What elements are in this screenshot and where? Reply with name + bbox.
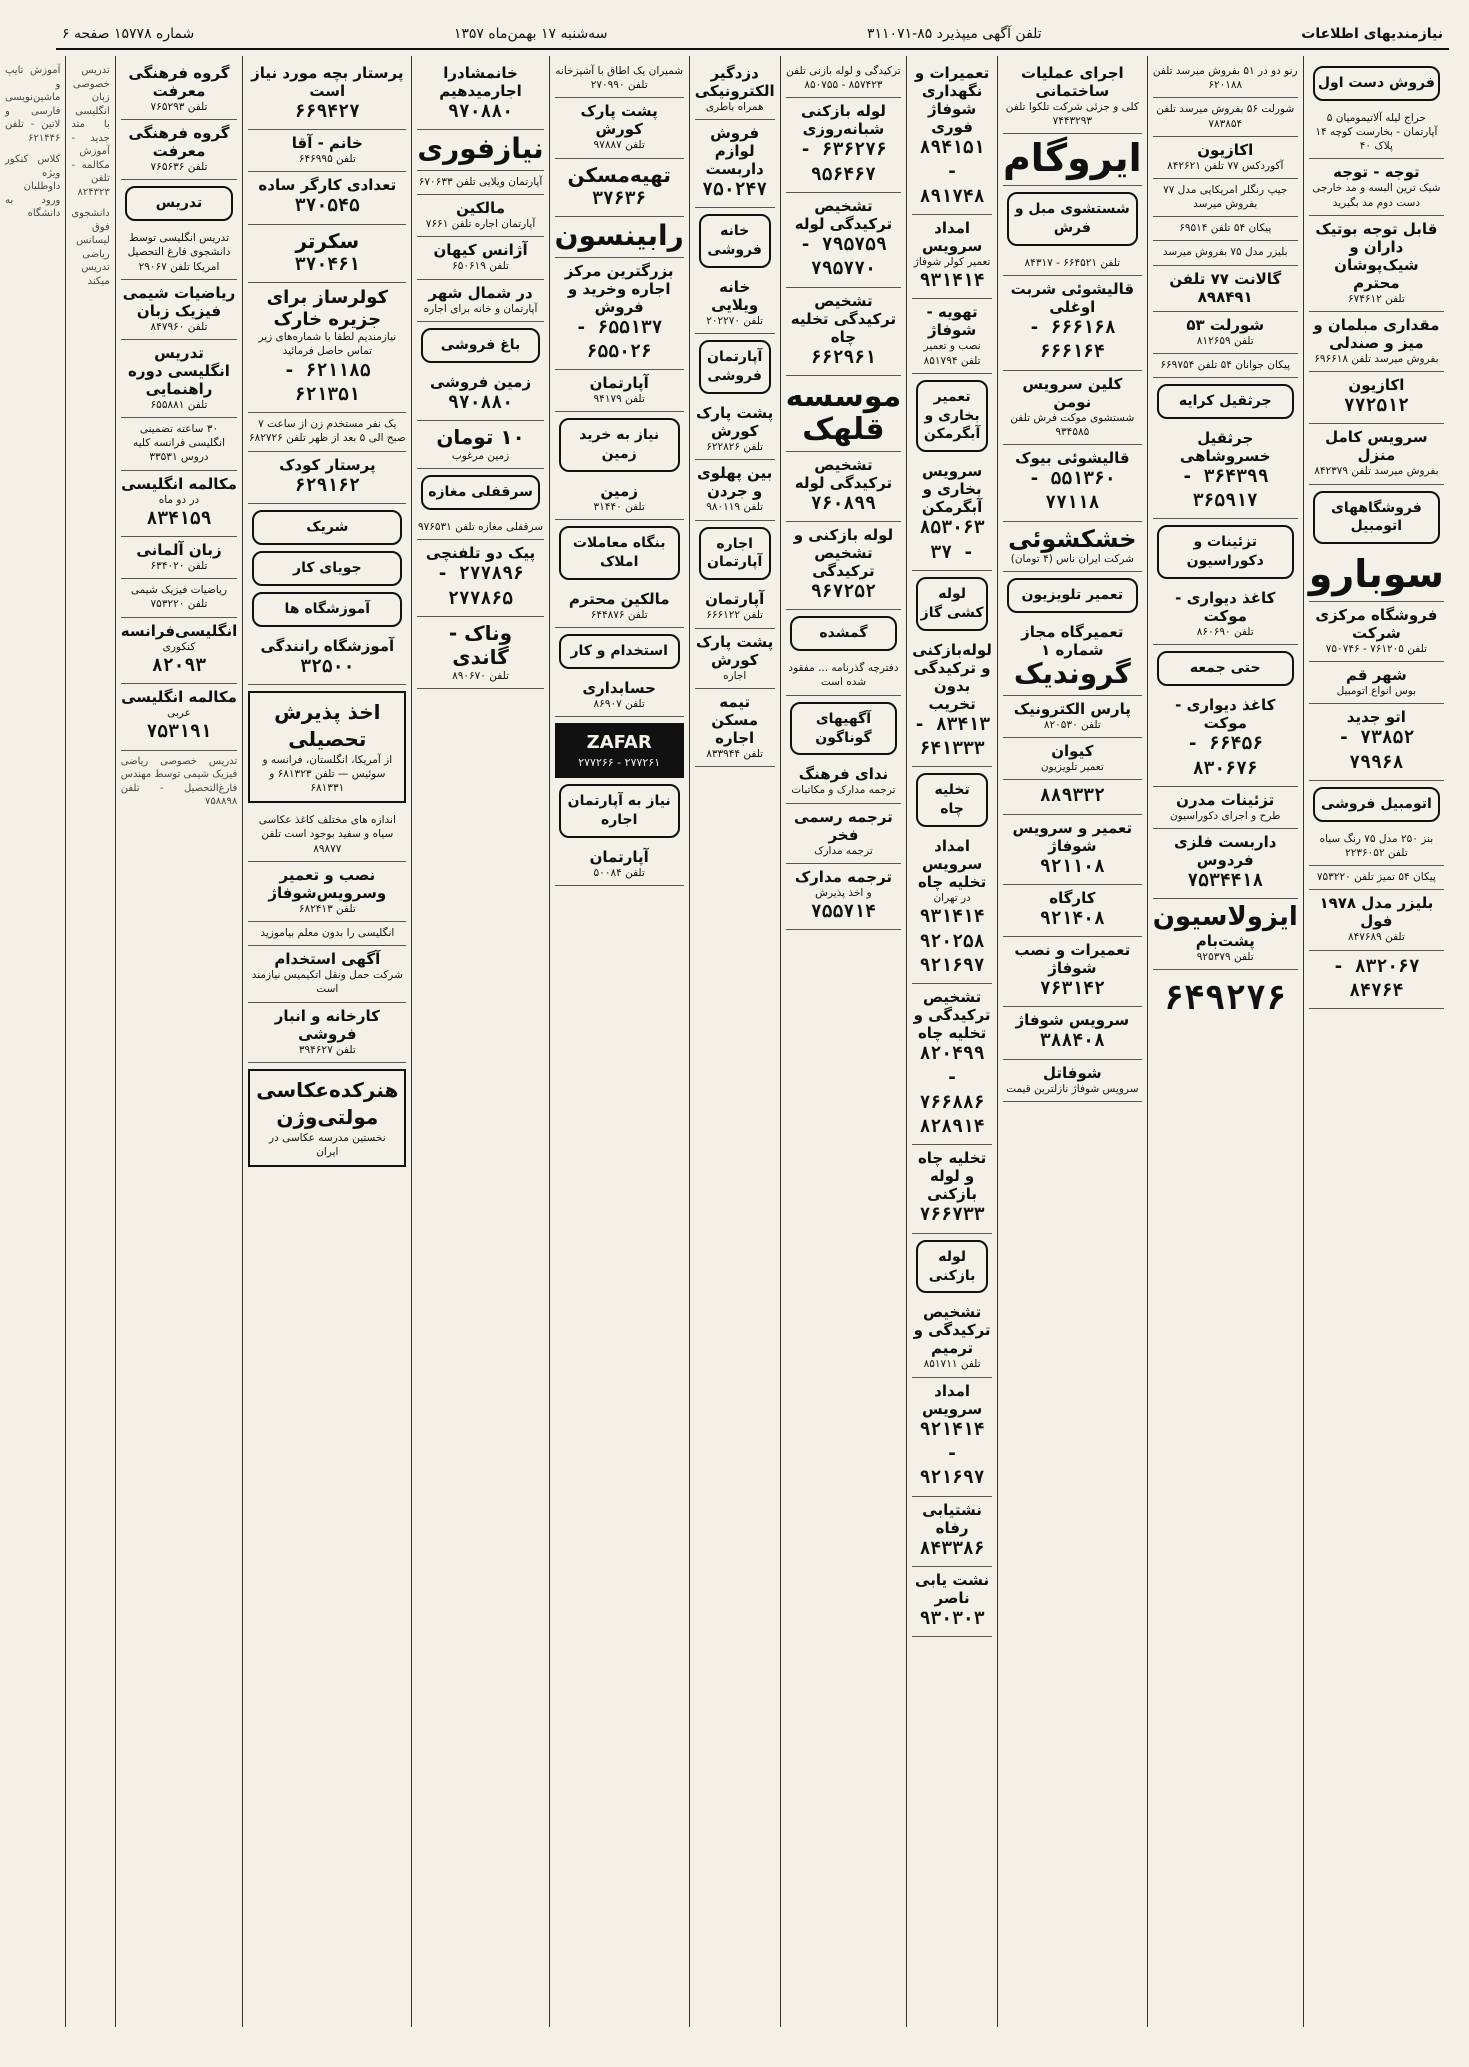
classified-ad: مقداری مبلمان و میز و صندلی بفروش میرسد تلفن ۶۹۶۶۱۸	[1309, 312, 1444, 372]
category-heading: اجاره آپارتمان	[699, 527, 771, 581]
category-heading: تدریس	[125, 186, 233, 221]
classified-ad: سرویس شوفاژ ۳۸۸۴۰۸	[1003, 1007, 1142, 1059]
classified-ad: گروه فرهنگی معرفت تلفن ۷۶۵۶۳۶	[121, 120, 237, 180]
body-text: آموزش تایپ و ماشین‌نویسی فارسی و لاتین - تلفن ۶۲۱۴۴۶	[4, 65, 61, 144]
classified-ad: بلیزر مدل ۱۹۷۸ فول تلفن ۸۴۷۶۸۹	[1309, 890, 1444, 950]
classified-ad: مکالمه انگلیسی در دو ماه ۸۳۴۱۵۹	[121, 471, 237, 537]
classified-ad: ۸۳۲۰۶۷ - ۸۴۷۶۴	[1309, 951, 1444, 1010]
classified-ad: شورلت ۵۶ بفروش میرسد تلفن ۷۸۳۸۵۴	[1153, 98, 1298, 136]
classified-ad: تعمیر و سرویس شوفاژ ۹۲۱۱۰۸	[1003, 815, 1142, 885]
classified-ad: زمین تلفن ۳۱۴۴۰	[555, 478, 684, 520]
column-2	[1147, 56, 1303, 2027]
category-heading: شستشوی مبل و فرش	[1007, 192, 1138, 246]
classified-ad: پشت پارک کورش اجاره	[695, 629, 775, 689]
classified-ad: حسابداری تلفن ۸۶۹۰۷	[555, 675, 684, 717]
column-10	[115, 56, 242, 2027]
display-ad: اخذ پذیرش تحصیلی از آمریکا، انگلستان، فرانسه و سوئیس — تلفن ۶۸۱۳۲۳ و ۶۸۱۳۳۱	[248, 691, 406, 804]
classified-ad: قابل توجه بوتیک داران و شیک‌پوشان محترم تلفن ۶۷۴۶۱۲	[1309, 216, 1444, 312]
classified-ad: زمین فروشی ۹۷۰۸۸۰	[417, 369, 543, 421]
classified-ad: خانم - آقا تلفن ۶۴۶۹۹۵	[248, 130, 406, 172]
classified-ad: کاغذ دیواری - موکت ۶۶۴۵۶ - ۸۳۰۶۷۶	[1153, 692, 1298, 787]
classified-ad: سرقفلی مغازه تلفن ۹۷۶۵۳۱	[417, 516, 543, 540]
category-heading: آموزشگاه ها	[252, 592, 402, 627]
classified-ad: پیک دو تلفنچی ۲۷۷۸۹۶ - ۲۷۷۸۶۵	[417, 540, 543, 617]
classified-ad: یک نفر مستخدم زن از ساعت ۷ صبح الی ۵ بعد از ظهر تلفن ۶۸۲۷۲۶	[248, 413, 406, 451]
classified-ad: داربست فلزی فردوس ۷۵۳۴۴۱۸	[1153, 829, 1298, 899]
classified-ad: تعمیرگاه مجاز شماره ۱ گروندیک	[1003, 619, 1142, 696]
classified-ad: بلیزر مدل ۷۵ بفروش میرسد	[1153, 241, 1298, 265]
classified-ad: تشخیص ترکیدگی تخلیه چاه ۶۶۲۹۶۱	[786, 288, 902, 376]
category-heading: نیاز به آپارتمان اجاره	[559, 784, 680, 838]
classified-ad: پارس الکترونیک تلفن ۸۲۰۵۳۰	[1003, 696, 1142, 738]
category-heading: لوله بازکنی	[916, 1240, 988, 1294]
classified-ad: تدریس انگلیسی دوره راهنمایی تلفن ۶۵۵۸۸۱	[121, 340, 237, 418]
category-heading: خانه فروشی	[699, 214, 771, 268]
large-phone-number: ۶۴۹۲۷۶	[1163, 978, 1287, 1019]
column-5	[780, 56, 907, 2027]
classified-ad: شهر قم بوس انواع اتومبیل	[1309, 662, 1444, 704]
classified-ad: پشت پارک کورش تلفن ۹۷۸۸۷	[555, 98, 684, 158]
category-heading: اتومبیل فروشی	[1313, 787, 1440, 822]
classified-ad: ایروگام	[1003, 134, 1142, 186]
classified-ad: اندازه های مختلف کاغذ عکاسی سیاه و سفید بوجود است تلفن ۸۹۸۷۷	[248, 809, 406, 862]
classified-ad: سکرتر ۳۷۰۴۶۱	[248, 225, 406, 283]
classified-ad: ۸۸۹۳۳۲	[1003, 780, 1142, 814]
classified-ad: مالکین محترم تلفن ۶۴۴۸۷۶	[555, 586, 684, 628]
classified-ad: انگلیسی‌فرانسه کنکوری ۸۲۰۹۳	[121, 618, 237, 684]
classified-ad: نشتیابی رفاه ۸۴۳۳۸۶	[912, 1497, 992, 1567]
classified-ad: جیپ رنگلر امریکایی مدل ۷۷ بفروش میرسد	[1153, 179, 1298, 217]
classified-ad: آژانس کیهان تلفن ۶۵۰۶۱۹	[417, 237, 543, 279]
classified-ad: قالیشوئی بیوک ۵۵۱۳۶۰ - ۷۷۱۱۸	[1003, 445, 1142, 522]
classified-ad: حراج لیله آلاتیمومیان ۵ آپارتمان - بخارست کوچه ۱۴ پلاک ۴۰	[1309, 107, 1444, 160]
classified-ad: تدریس انگلیسی توسط دانشجوی فارغ التحصیل امریکا تلفن ۲۹۰۶۷	[121, 227, 237, 280]
issue-date: سه‌شنبه ۱۷ بهمن‌ماه ۱۳۵۷	[453, 26, 608, 42]
classified-ad: اجرای عملیات ساختمانی کلی و جزئی شرکت تلکوا تلفن ۷۴۴۳۲۹۳	[1003, 60, 1142, 134]
classified-ad: انگلیسی را بدون معلم بیاموزید	[248, 922, 406, 946]
category-heading: تخلیه چاه	[916, 773, 988, 827]
classified-ad: پیکان ۵۴ تمیز تلفن ۷۵۳۲۲۰	[1309, 866, 1444, 890]
classified-ad: پشت پارک کورش تلفن ۶۲۲۸۲۶	[695, 400, 775, 460]
column-11	[65, 56, 114, 2027]
classified-ad: زبان آلمانی تلفن ۶۳۴۰۲۰	[121, 537, 237, 579]
ad-phone: تلفن آگهی میپذیرد ۸۵-۳۱۱۰۷۱	[867, 26, 1042, 42]
classified-ad: تزئینات مدرن طرح و اجرای دکوراسیون	[1153, 787, 1298, 829]
classified-ad: تهویه - شوفاژ نصب و تعمیر تلفن ۸۵۱۷۹۴	[912, 299, 992, 373]
classified-ad: پیکان ۵۴ تلفن ۶۹۵۱۴	[1153, 217, 1298, 241]
column-1	[1303, 56, 1449, 2027]
classified-ad: وناک - گاندی تلفن ۸۹۰۶۷۰	[417, 617, 543, 689]
category-heading: سرقفلی مغازه	[421, 475, 539, 510]
classified-ad: تعمیرات و نصب شوفاژ ۷۶۳۱۴۲	[1003, 937, 1142, 1007]
category-heading: تعمیر بخاری و آبگرمکن	[916, 380, 988, 453]
classified-ad: اکازیون ۷۷۲۵۱۲	[1309, 372, 1444, 424]
classified-ad: موسسه قلهک	[786, 376, 902, 452]
classified-ad: شورلت ۵۳ تلفن ۸۱۲۶۵۹	[1153, 312, 1298, 354]
category-heading: گمشده	[790, 616, 898, 651]
body-text: تدریس خصوصی ریاضی فیزیک شیمی توسط مهندس فارغ‌التحصیل - تلفن ۷۵۸۸۹۸	[120, 755, 238, 808]
category-heading: استخدام و کار	[559, 634, 680, 669]
section-title: نیازمندیهای اطلاعات	[1301, 26, 1443, 42]
classified-ad: شوفاتل سرویس شوفاژ نازلترین قیمت	[1003, 1060, 1142, 1102]
classified-ad: سرویس کامل منزل بفروش میرسد تلفن ۸۴۲۳۷۹	[1309, 424, 1444, 484]
classified-ad: اتو جدید ۷۳۸۵۲ - ۷۹۹۶۸	[1309, 704, 1444, 781]
classified-ad: گروه فرهنگی معرفت تلفن ۷۶۵۲۹۳	[121, 60, 237, 120]
category-heading: آگهیهای گوناگون	[790, 702, 898, 756]
classified-ad: تلفن ۶۶۴۵۲۱ - ۸۴۳۱۷	[1003, 252, 1142, 276]
category-heading: آپارتمان فروشی	[699, 340, 771, 394]
classified-ad: دزدگیر الکترونیکی همراه باطری	[695, 60, 775, 120]
classified-ad: نیازفوری	[417, 130, 543, 171]
classified-ad: خشکشوئی شرکت ایران ناس (۴ تومان)	[1003, 522, 1142, 573]
classified-ad: بزرگترین مرکز اجاره وخرید و فروش ۶۵۵۱۳۷ - ۶۵۵۰۲۶	[555, 258, 684, 371]
classified-ad: رنو دو در ۵۱ بفروش میرسد تلفن ۶۲۰۱۸۸	[1153, 60, 1298, 98]
classified-ad: کارخانه و انبار فروشی تلفن ۳۹۴۶۲۷	[248, 1003, 406, 1063]
classified-ad: تهیه‌مسکن ۳۷۶۳۶	[555, 159, 684, 217]
classified-ad: ترجمه رسمی فخر ترجمه مدارک	[786, 804, 902, 864]
classified-ad: فروشگاه مرکزی شرکت تلفن ۷۶۱۲۰۵ - ۷۵۰۷۴۶	[1309, 602, 1444, 662]
column-7	[549, 56, 689, 2027]
classified-ad: لوله بازکنی و تشخیص ترکیدگی ۹۶۷۲۵۲	[786, 522, 902, 610]
classified-ad: ۳۰ ساعته تضمینی انگلیسی فرانسه کلیه دروس ۳۳۵۳۱	[121, 418, 237, 471]
classified-ad: در شمال شهر آپارتمان و خانه برای اجاره	[417, 280, 543, 322]
classified-ad: کیوان تعمیر تلویزیون	[1003, 738, 1142, 780]
classified-ad: مالکین آپارتمان اجاره تلفن ۷۶۶۱	[417, 195, 543, 237]
classified-ad: خانمشادرا اجارمیدهیم ۹۷۰۸۸۰	[417, 60, 543, 130]
classified-ad: لوله‌بازکنی و ترکیدگی بدون تخریب ۸۳۴۱۳ - ۶۴۱۳۳۳	[912, 637, 992, 768]
classified-ad: ۱۰ تومان زمین مرغوب	[417, 421, 543, 469]
classified-ad: کلین سرویس نومن شستشوی موکت فرش تلفن ۹۳۴۵۸۵	[1003, 371, 1142, 445]
classified-ad: سرویس بخاری و آبگرمکن ۸۵۳۰۶۳ - ۳۷	[912, 458, 992, 571]
newspaper-page	[4, 20, 1449, 2027]
classified-ad: پرستار بچه مورد نیاز است ۶۶۹۴۲۷	[248, 60, 406, 130]
column-6	[689, 56, 780, 2027]
classified-columns	[4, 56, 1449, 2027]
classified-ad: ندای فرهنگ ترجمه مدارک و مکاتبات	[786, 761, 902, 803]
classified-ad: توجه - توجه شیک ترین البسه و مد خارجی دست دوم مد بگیرید	[1309, 159, 1444, 215]
classified-ad: سوبارو	[1309, 550, 1444, 602]
classified-ad: تشخیص ترکیدگی و ترمیم تلفن ۸۵۱۷۱۱	[912, 1299, 992, 1377]
classified-ad: تعدادی کارگر ساده ۳۷۰۵۴۵	[248, 172, 406, 224]
category-heading: جرثقیل کرایه	[1157, 384, 1294, 419]
classified-ad: پرستار کودک ۶۲۹۱۶۲	[248, 452, 406, 504]
classified-ad: مکالمه انگلیسی عربی ۷۵۳۱۹۱	[121, 684, 237, 750]
classified-ad: تخلیه چاه و لوله بازکنی ۷۶۶۷۳۳	[912, 1145, 992, 1233]
classified-ad: نشت یابی ناصر ۹۳۰۳۰۳	[912, 1567, 992, 1637]
category-heading: تزئینات و دکوراسیون	[1157, 525, 1294, 579]
classified-ad: آپارتمان تلفن ۶۶۶۱۲۲	[695, 586, 775, 628]
classified-ad: آپارتمان ویلایی تلفن ۶۷۰۶۳۳	[417, 171, 543, 195]
column-9	[242, 56, 411, 2027]
category-heading: فروشگاههای اتومبیل	[1313, 491, 1440, 545]
body-text: دانشجوی فوق لیسانس ریاضی تدریس میکند	[71, 208, 110, 287]
classified-ad: بنز ۲۵۰ مدل ۷۵ رنگ سیاه تلفن ۲۲۳۶۰۵۲	[1309, 828, 1444, 866]
category-heading: فروش دست اول	[1313, 66, 1440, 101]
body-text: تدریس خصوصی زبان انگلیسی با متد جدید - آموزش مکالمه - تلفن ۸۲۴۳۲۳	[71, 65, 110, 198]
classified-ad: دفترچه گذرنامه ... مفقود شده است	[786, 657, 902, 695]
classified-ad: ایزولاسیون پشت‌بام تلفن ۹۲۵۳۷۹	[1153, 899, 1298, 970]
classified-ad: تیمه مسکن اجاره تلفن ۸۳۳۹۴۴	[695, 689, 775, 767]
masthead	[56, 20, 1449, 50]
classified-ad: اکازیون آکوردکس ۷۷ تلفن ۸۴۲۶۲۱	[1153, 137, 1298, 179]
classified-ad: آگهی استخدام شرکت حمل ونقل اتکیمیس نیازمند است	[248, 946, 406, 1002]
classified-ad: جرثقیل خسروشاهی ۳۶۴۳۹۹ - ۳۶۵۹۱۷	[1153, 425, 1298, 520]
classified-ad: امداد سرویس ۹۲۱۴۱۴ - ۹۲۱۶۹۷	[912, 1378, 992, 1497]
column-12	[0, 56, 65, 2027]
classified-ad: لوله بازکنی شبانه‌روزی ۶۳۶۲۷۶ - ۹۵۶۴۶۷	[786, 98, 902, 193]
classified-ad: کاغذ دیواری - موکت تلفن ۸۶۰۶۹۰	[1153, 585, 1298, 645]
classified-ad: کولرساز برای جزیره خارک نیازمندیم لطفا با شماره‌های زیر تماس حاصل فرمائید ۶۲۱۱۸۵ - ۶۲۱۳۵۱	[248, 283, 406, 413]
category-heading: جویای کار	[252, 551, 402, 586]
classified-ad: ریاضیات فیزیک شیمی تلفن ۷۵۳۲۲۰	[121, 579, 237, 617]
category-heading: نیاز به خرید زمین	[559, 418, 680, 472]
classified-ad: تشخیص ترکیدگی لوله ۷۹۵۷۵۹ - ۷۹۵۷۷۰	[786, 193, 902, 288]
category-heading: تعمیر تلویزیون	[1007, 578, 1138, 613]
classified-ad: امداد سرویس تعمیر کولر شوفاژ ۹۳۱۴۱۴	[912, 215, 992, 299]
issue-number: شماره ۱۵۷۷۸ صفحه ۶	[62, 26, 195, 42]
classified-ad: آپارتمان تلفن ۵۰۰۸۴	[555, 844, 684, 886]
classified-ad: ترجمه مدارک و اخذ پذیرش ۷۵۵۷۱۴	[786, 864, 902, 930]
display-ad: هنرکده‌عکاسی مولتی‌وژن نخستین مدرسه عکاسی در ایران	[248, 1069, 406, 1167]
classified-ad: تعمیرات و نگهداری شوفاژ فوری ۸۹۴۱۵۱ - ۸۹۱۷۴۸	[912, 60, 992, 215]
classified-ad: تشخیص ترکیدگی لوله ۷۶۰۸۹۹	[786, 452, 902, 522]
category-heading: لوله کشی گاز	[916, 577, 988, 631]
classified-ad: تشخیص ترکیدگی و تخلیه چاه ۸۲۰۴۹۹ - ۷۶۶۸۸۶ ۸۲۸۹۱۴	[912, 984, 992, 1145]
classified-ad: کارگاه ۹۲۱۴۰۸	[1003, 885, 1142, 937]
category-heading: شریک	[252, 510, 402, 545]
classified-ad: ریاضیات شیمی فیزیک زبان تلفن ۸۴۷۹۶۰	[121, 280, 237, 340]
classified-ad: شمیران یک اطاق با آشپزخانه تلفن ۲۷۰۹۹۰	[555, 60, 684, 98]
column-4	[906, 56, 997, 2027]
classified-ad: ترکیدگی و لوله بازنی تلفن ۸۵۷۴۲۳ - ۸۵۰۷۵۵	[786, 60, 902, 98]
classified-ad: قالیشوئی شربت اوغلی ۶۶۶۱۶۸ - ۶۶۶۱۶۴	[1003, 276, 1142, 371]
classified-ad: آپارتمان تلفن ۹۴۱۷۹	[555, 370, 684, 412]
classified-ad: آموزشگاه رانندگی ۳۲۵۰۰	[248, 633, 406, 685]
classified-ad: بین پهلوی و جردن تلفن ۹۸۰۱۱۹	[695, 460, 775, 520]
category-heading: حتی جمعه	[1157, 651, 1294, 686]
classified-ad: فروش لوازم داربست ۷۵۰۲۴۷	[695, 120, 775, 208]
classified-ad: نصب و تعمیر وسرویس‌شوفاژ تلفن ۶۸۲۴۱۳	[248, 862, 406, 922]
column-8	[411, 56, 548, 2027]
category-heading: بنگاه معاملات املاک	[559, 526, 680, 580]
classified-ad: پیکان جوانان ۵۴ تلفن ۶۶۹۷۵۴	[1153, 354, 1298, 378]
category-heading: باغ فروشی	[421, 328, 539, 363]
classified-ad: گالانت ۷۷ تلفن ۸۹۸۴۹۱	[1153, 266, 1298, 312]
classified-ad: رابینسون	[555, 217, 684, 258]
body-text: کلاس کنکور ویژه داوطلبان ورود به دانشگاه	[4, 154, 61, 219]
classified-ad: خانه ویلایی تلفن ۲۰۲۲۷۰	[695, 274, 775, 334]
classified-ad: امداد سرویس تخلیه چاه در تهران ۹۳۱۴۱۴ ۹۲۰۲۵۸ ۹۲۱۶۹۷	[912, 833, 992, 984]
display-ad: ZAFAR ۲۷۷۲۶۱ - ۲۷۷۲۶۶	[555, 723, 684, 778]
column-3	[997, 56, 1147, 2027]
